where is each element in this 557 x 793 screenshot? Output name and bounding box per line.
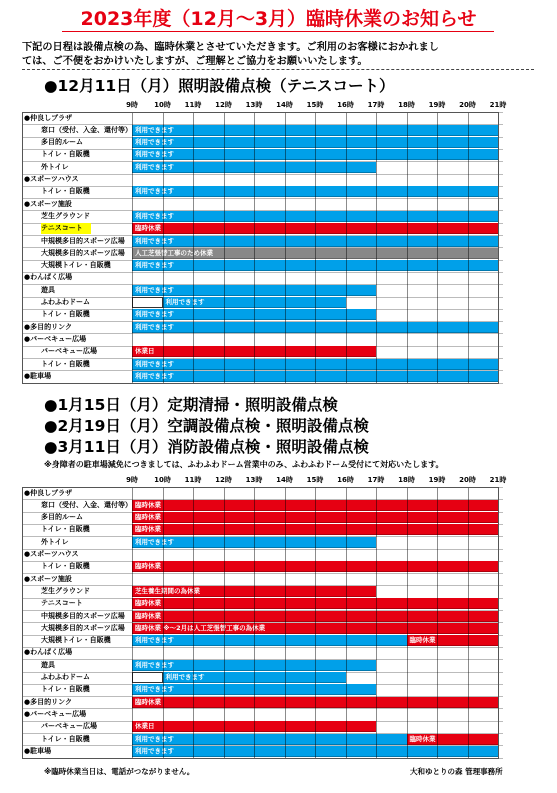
facility-item: 大規模多目的スポーツ広場 <box>41 623 125 632</box>
schedule-bar-text: 臨時休業 ※～2月は人工芝張替工事の為休業 <box>135 623 266 632</box>
facility-item: トイレ・自販機 <box>41 359 90 368</box>
facility-item: トイレ・自販機 <box>41 685 90 694</box>
facility-item: 多目的ルーム <box>41 138 83 147</box>
schedule-bar-text: 臨時休業 <box>135 525 161 534</box>
hour-label: 15時 <box>306 101 324 109</box>
schedule-bar-text: 利用できます <box>135 162 174 171</box>
schedule-bar-text: 利用できます <box>135 310 174 319</box>
facility-item: トイレ・自販機 <box>41 310 90 319</box>
facility-item: トイレ・自販機 <box>41 734 90 743</box>
hour-label: 20時 <box>459 476 476 484</box>
schedule-bar-text: 臨時休業 <box>135 599 161 608</box>
section1-heading: ●12月11日（月）照明設備点検（テニスコート） <box>44 77 395 95</box>
facility-category: ●駐車場 <box>24 746 52 755</box>
intro-divider <box>22 69 534 70</box>
facility-item: 中規模多目的スポーツ広場 <box>41 611 125 620</box>
hour-label: 9時 <box>126 101 138 109</box>
facility-item: 外トイレ <box>41 162 69 171</box>
facility-category: ●スポーツハウス <box>24 550 79 558</box>
hour-header <box>22 475 534 485</box>
facility-item: 遊具 <box>41 660 55 669</box>
schedule-bar-text: 利用できます <box>135 322 174 331</box>
hour-label: 13時 <box>245 476 263 484</box>
facility-item: 多目的ルーム <box>41 513 83 522</box>
facility-item: 窓口（受付、入金、還付等） <box>41 125 132 134</box>
schedule-bar-text: 臨時休業 <box>135 562 161 571</box>
schedule-bar-text: 人工芝張替工事のため休業 <box>135 248 213 257</box>
hour-label: 20時 <box>459 101 476 109</box>
hour-label: 14時 <box>276 101 293 109</box>
facility-category: ●スポーツハウス <box>24 175 79 183</box>
schedule-bar-text: 休業日 <box>135 722 155 731</box>
table-frame <box>22 487 499 759</box>
hour-label: 11時 <box>184 101 202 109</box>
title-underline <box>62 31 494 32</box>
facility-item: テニスコート <box>41 599 83 608</box>
facility-category: ●仲良しプラザ <box>24 488 73 497</box>
schedule-bar-text: 臨時休業 <box>135 697 161 706</box>
schedule-bar-text: 利用できます <box>135 261 174 270</box>
facility-category: ●駐車場 <box>24 371 52 380</box>
facility-item: テニスコート <box>41 223 91 234</box>
intro-line-2: ては、ご不便をおかけいたしますが、ご理解とご協力をお願いいたします。 <box>22 56 368 67</box>
schedule-bar-text: 臨時休業 <box>135 500 161 509</box>
facility-category: ●スポーツ施設 <box>24 199 72 208</box>
schedule-bar-text: 利用できます <box>165 673 205 681</box>
hour-label: 18時 <box>398 101 415 109</box>
hour-label: 9時 <box>126 476 138 484</box>
intro-line-1: 下記の日程は設備点検の為、臨時休業とさせていただきます。ご利用のお客様におかれまし <box>22 42 439 53</box>
hour-label: 12時 <box>215 476 232 484</box>
hour-label: 14時 <box>276 476 293 484</box>
footer-organization: 大和ゆとりの森 管理事務所 <box>410 767 503 776</box>
schedule-bar-text: 臨時休業 <box>135 611 161 620</box>
facility-category: ●仲良しプラザ <box>24 113 73 122</box>
facility-item: バーベキュー広場 <box>41 347 97 356</box>
facility-category: ●バーベキュー広場 <box>24 334 87 343</box>
footer-note: ※臨時休業当日は、電話がつながりません。 <box>44 767 195 776</box>
facility-item: 大規模トイレ・自販機 <box>41 261 111 270</box>
schedule-bar-text: 利用できます <box>135 660 174 669</box>
hour-label: 10時 <box>154 476 171 484</box>
facility-item: ふわふわドーム <box>41 673 90 681</box>
hour-label: 16時 <box>337 476 354 484</box>
schedule-bar-text: 利用できます <box>135 285 174 294</box>
facility-item: 中規模多目的スポーツ広場 <box>41 236 125 245</box>
section2-heading-mar11: ●3月11日（月）消防設備点検・照明設備点検 <box>44 438 369 456</box>
schedule-bar-text: 利用できます <box>135 734 174 743</box>
facility-item: 芝生グラウンド <box>41 211 90 220</box>
hour-label: 13時 <box>245 101 263 109</box>
facility-item: トイレ・自販機 <box>41 562 90 571</box>
hour-label: 17時 <box>367 101 385 109</box>
page-title: 2023年度（12月～3月）臨時休業のお知らせ <box>80 8 477 30</box>
facility-item: バーベキュー広場 <box>41 722 97 731</box>
schedule-bar-text: 利用できます <box>165 298 205 306</box>
facility-item: トイレ・自販機 <box>41 525 90 534</box>
facility-category: ●わんぱく広場 <box>24 648 73 657</box>
schedule-bar-text: 臨時休業 <box>135 224 161 233</box>
facility-item: ふわふわドーム <box>41 298 90 306</box>
schedule-bar-text: 利用できます <box>135 125 174 134</box>
schedule-bar-text: 利用できます <box>135 138 174 147</box>
hour-label: 21時 <box>489 476 507 484</box>
facility-item: 大規模トイレ・自販機 <box>41 636 111 645</box>
facility-item: 遊具 <box>41 285 55 294</box>
schedule-bar-text: 利用できます <box>135 685 174 694</box>
schedule-bar-text: 臨時休業 <box>409 636 436 645</box>
hour-label: 18時 <box>398 476 415 484</box>
hour-label: 15時 <box>306 476 324 484</box>
section2-heading-jan15: ●1月15日（月）定期清掃・照明設備点検 <box>44 396 338 414</box>
schedule-bar-text: 利用できます <box>135 187 174 196</box>
table-frame <box>22 112 499 384</box>
facility-category: ●多目的リンク <box>24 322 72 331</box>
hour-label: 21時 <box>489 101 507 109</box>
schedule-bar-text: 利用できます <box>135 211 174 220</box>
schedule-bar-text: 利用できます <box>135 746 174 755</box>
schedule-bar-text: 利用できます <box>135 236 174 245</box>
schedule-bar-text: 利用できます <box>135 150 174 159</box>
hour-label: 12時 <box>215 101 232 109</box>
facility-item: 大規模多目的スポーツ広場 <box>41 248 125 257</box>
hour-label: 17時 <box>367 476 385 484</box>
hour-label: 10時 <box>154 101 171 109</box>
hour-label: 19時 <box>428 476 446 484</box>
schedule-bar-text: 臨時休業 <box>409 734 436 743</box>
schedule-bar-text: 利用できます <box>135 636 174 645</box>
facility-item: 外トイレ <box>41 537 69 546</box>
facility-item: トイレ・自販機 <box>41 187 90 196</box>
schedule-bar-text: 臨時休業 <box>135 513 161 522</box>
section2-heading-feb19: ●2月19日（月）空調設備点検・照明設備点検 <box>44 417 369 435</box>
facility-item: 芝生グラウンド <box>41 586 90 595</box>
hour-header <box>22 100 534 110</box>
schedule-bar-text: 休業日 <box>135 347 155 356</box>
facility-category: ●バーベキュー広場 <box>24 709 87 718</box>
hour-label: 16時 <box>337 101 354 109</box>
facility-category: ●スポーツ施設 <box>24 574 72 583</box>
facility-category: ●多目的リンク <box>24 697 72 706</box>
schedule-bar-text: 利用できます <box>135 359 174 368</box>
facility-item: 窓口（受付、入金、還付等） <box>41 500 132 509</box>
facility-item: トイレ・自販機 <box>41 150 90 159</box>
schedule-bar-text: 利用できます <box>135 537 174 546</box>
hour-label: 11時 <box>184 476 202 484</box>
hour-label: 19時 <box>428 101 446 109</box>
schedule-bar-text: 利用できます <box>135 371 174 380</box>
schedule-bar-text: 芝生養生期間の為休業 <box>135 586 200 595</box>
parking-note: ※身障者の駐車場減免につきましては、ふわふわドーム営業中のみ、ふわふわドーム受付にて対応いたします。 <box>44 460 444 469</box>
facility-category: ●わんぱく広場 <box>24 273 73 282</box>
